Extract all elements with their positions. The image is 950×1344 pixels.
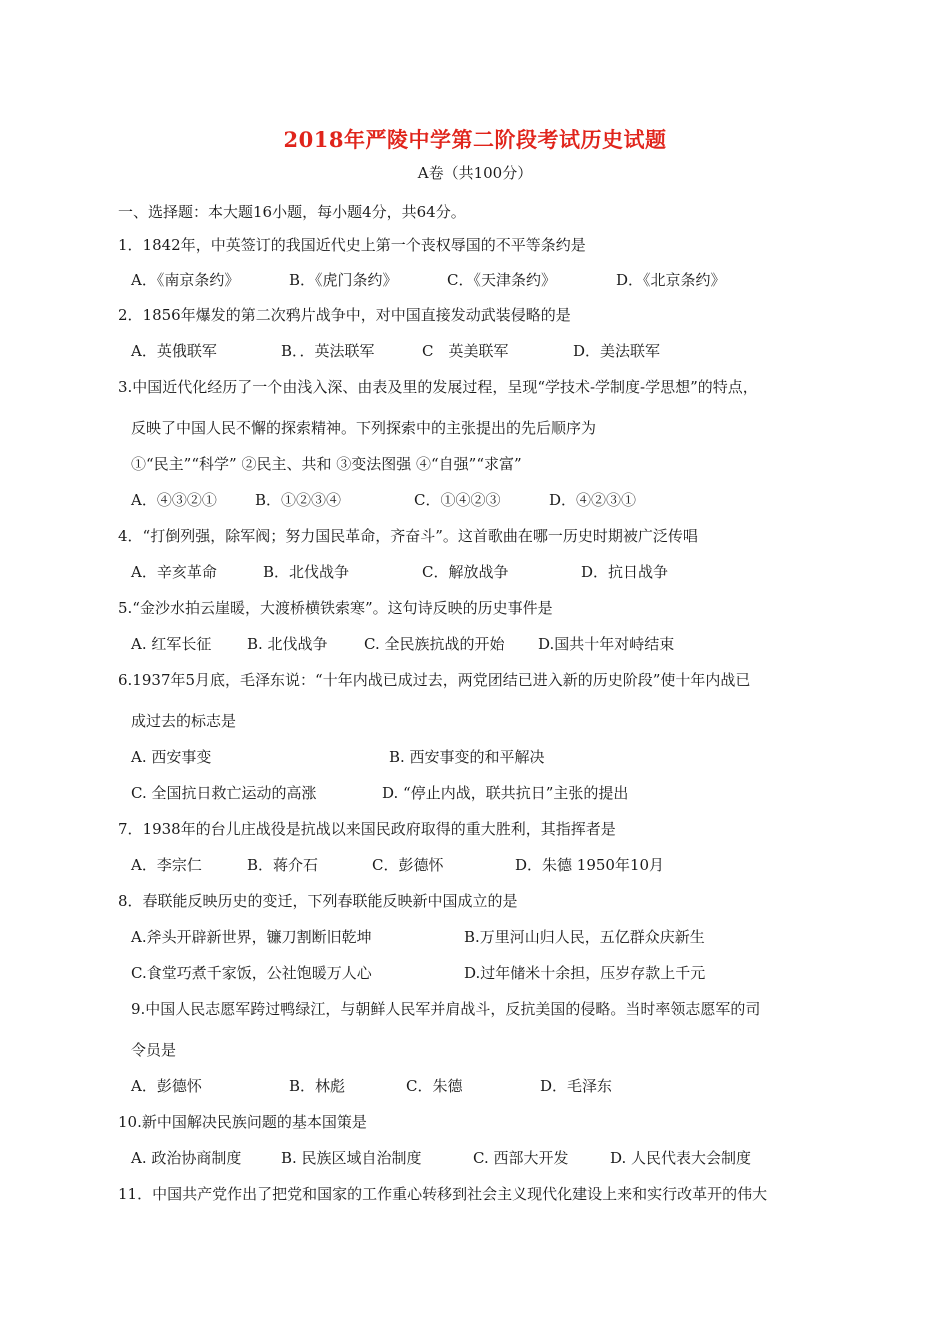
question-8-option-d: D.过年储米十余担，压岁存款上千元	[464, 964, 706, 982]
question-3-option-c: C．①④②③	[414, 491, 501, 509]
question-3-option-d: D．④②③①	[549, 491, 637, 509]
question-10-option-d: D. 人民代表大会制度	[610, 1149, 752, 1167]
question-5-stem: 5.“金沙水拍云崖暖，大渡桥横铁索寒”。这句诗反映的历史事件是	[118, 599, 553, 617]
question-6-option-d: D. “停止内战，联共抗日”主张的提出	[382, 784, 629, 802]
question-5-option-a: A. 红军长征	[131, 635, 212, 653]
question-4-option-c: C．解放战争	[422, 563, 509, 581]
question-1-option-a: A．《南京条约》	[131, 271, 240, 289]
question-7-option-b: B．蒋介石	[247, 856, 319, 874]
question-10-option-a: A. 政治协商制度	[131, 1149, 242, 1167]
question-7-option-d: D．朱德 1950年10月	[515, 856, 665, 874]
question-5-option-d: D.国共十年对峙结束	[538, 635, 675, 653]
question-6-option-a: A. 西安事变	[131, 748, 212, 766]
question-8-stem: 8．春联能反映历史的变迁，下列春联能反映新中国成立的是	[118, 892, 518, 910]
question-10-stem: 10.新中国解决民族问题的基本国策是	[118, 1113, 367, 1131]
question-2-option-b: B．．英法联军	[281, 342, 375, 360]
question-3-statements: ①“民主”“科学” ②民主、共和 ③变法图强 ④“自强”“求富”	[131, 455, 522, 473]
question-1-option-b: B．《虎门条约》	[289, 271, 398, 289]
question-3-stem-line-1: 3.中国近代化经历了一个由浅入深、由表及里的发展过程，呈现“学技术-学制度-学思想”的特点，	[118, 378, 758, 396]
question-9-option-b: B．林彪	[289, 1077, 346, 1095]
question-2-option-a: A．英俄联军	[131, 342, 217, 360]
question-5-option-c: C. 全民族抗战的开始	[364, 635, 505, 653]
exam-subtitle: A卷（共100分）	[417, 164, 533, 182]
question-7-option-c: C．彭德怀	[372, 856, 444, 874]
question-2-option-c: C 英美联军	[422, 342, 509, 360]
question-2-stem: 2．1856年爆发的第二次鸦片战争中，对中国直接发动武装侵略的是	[118, 306, 571, 324]
question-8-option-b: B.万里河山归人民，五亿群众庆新生	[464, 928, 705, 946]
question-1-stem: 1．1842年，中英签订的我国近代史上第一个丧权辱国的不平等条约是	[118, 236, 586, 254]
question-9-option-d: D．毛泽东	[540, 1077, 613, 1095]
question-9-option-c: C．朱德	[406, 1077, 463, 1095]
question-4-option-d: D．抗日战争	[581, 563, 669, 581]
question-5-option-b: B. 北伐战争	[247, 635, 328, 653]
question-3-option-a: A．④③②①	[131, 491, 217, 509]
question-10-option-c: C. 西部大开发	[473, 1149, 569, 1167]
question-9-option-a: A．彭德怀	[131, 1077, 202, 1095]
question-6-option-c: C. 全国抗日救亡运动的高涨	[131, 784, 317, 802]
question-6-stem-line-2: 成过去的标志是	[131, 712, 237, 730]
question-7-option-a: A．李宗仁	[131, 856, 202, 874]
question-4-option-a: A．辛亥革命	[131, 563, 217, 581]
question-4-option-b: B．北伐战争	[263, 563, 350, 581]
question-9-stem-line-2: 令员是	[131, 1041, 177, 1059]
question-6-stem-line-1: 6.1937年5月底，毛泽东说：“十年内战已成过去，两党团结已进入新的历史阶段”使十年内战已	[118, 671, 751, 689]
question-11-stem: 11．中国共产党作出了把党和国家的工作重心转移到社会主义现代化建设上来和实行改革开的伟大	[118, 1185, 768, 1203]
question-2-option-d: D．美法联军	[573, 342, 661, 360]
question-8-option-a: A.斧头开辟新世界，镰刀割断旧乾坤	[131, 928, 372, 946]
question-7-stem: 7．1938年的台儿庄战役是抗战以来国民政府取得的重大胜利，其指挥者是	[118, 820, 616, 838]
question-10-option-b: B. 民族区域自治制度	[281, 1149, 422, 1167]
exam-title: 2018年严陵中学第二阶段考试历史试题	[283, 127, 667, 152]
question-3-option-b: B．①②③④	[255, 491, 342, 509]
question-1-option-c: C．《天津条约》	[447, 271, 556, 289]
question-1-option-d: D．《北京条约》	[616, 271, 726, 289]
question-8-option-c: C.食堂巧煮千家饭，公社饱暖万人心	[131, 964, 372, 982]
question-6-option-b: B. 西安事变的和平解决	[389, 748, 545, 766]
question-3-stem-line-2: 反映了中国人民不懈的探索精神。下列探索中的主张提出的先后顺序为	[131, 419, 597, 437]
section-heading: 一、选择题：本大题16小题，每小题4分，共64分。	[118, 203, 466, 221]
question-4-stem: 4．“打倒列强，除军阀；努力国民革命，齐奋斗”。这首歌曲在哪一历史时期被广泛传唱	[118, 527, 698, 545]
question-9-stem-line-1: 9.中国人民志愿军跨过鸭绿江，与朝鲜人民军并肩战斗，反抗美国的侵略。当时率领志愿军的司	[131, 1000, 761, 1018]
